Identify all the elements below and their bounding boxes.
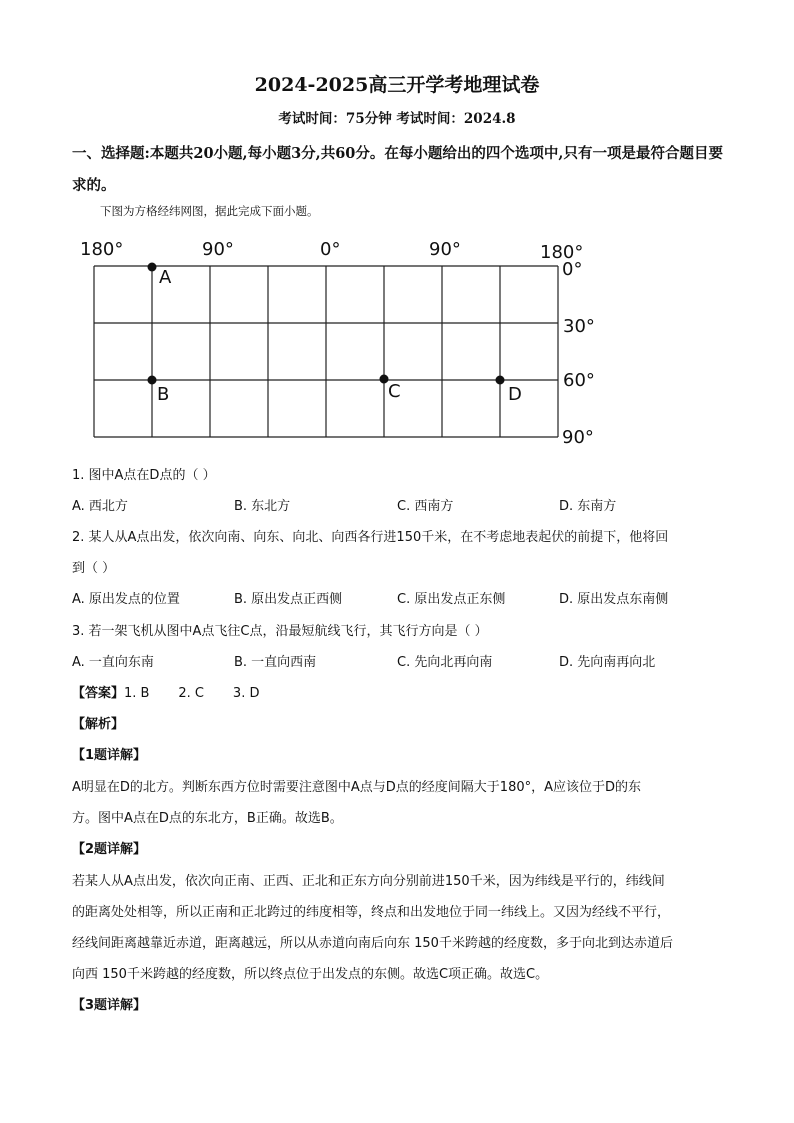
detail-1-heading: 【1题详解】 [72, 748, 147, 763]
latitude-label: 30° [563, 316, 595, 337]
answer-label: 【答案】 [72, 686, 125, 701]
question-1-option-c: C. 西南方 [397, 499, 454, 514]
question-2-option-c: C. 原出发点正东侧 [397, 592, 506, 607]
page-title: 2024-2025高三开学考地理试卷 [254, 74, 540, 96]
question-1-stem: 1. 图中A点在D点的（ ） [72, 468, 216, 483]
detail-1-line-2: 方。图中A点在D点的东北方，B正确。故选B。 [72, 811, 343, 826]
question-3-option-d: D. 先向南再向北 [559, 655, 656, 670]
question-2-option-a: A. 原出发点的位置 [72, 592, 180, 607]
point-a-label: A [159, 267, 172, 288]
grid-lines [94, 266, 558, 437]
longitude-label: 180° [540, 242, 584, 263]
point-a-marker [148, 263, 157, 272]
question-3-option-a: A. 一直向东南 [72, 655, 154, 670]
detail-2-line-4: 向西 150千米跨越的经度数，所以终点位于出发点的东侧。故选C项正确。故选C。 [72, 967, 549, 982]
latitude-label: 60° [563, 370, 595, 391]
longitude-label: 90° [429, 239, 461, 260]
question-2-stem-line-2: 到（ ） [72, 561, 116, 576]
analysis-label: 【解析】 [72, 717, 125, 732]
point-c-label: C [388, 381, 401, 402]
detail-1-line-1: A明显在D的北方。判断东西方位时需要注意图中A点与D点的经度间隔大于180°，A应该位于D的东 [72, 780, 642, 795]
point-d-marker [496, 376, 505, 385]
question-1-option-a: A. 西北方 [72, 499, 128, 514]
grid-svg [70, 234, 610, 450]
figure-intro: 下图为方格经纬网图，据此完成下面小题。 [100, 204, 319, 218]
point-b-label: B [157, 384, 170, 405]
detail-2-heading: 【2题详解】 [72, 842, 147, 857]
section-heading: 一、选择题:本题共20小题,每小题3分,共60分。在每小题给出的四个选项中,只有一项是最符合题目要求的。 [72, 145, 723, 194]
answer-values: 1. B 2. C 3. D [124, 686, 260, 701]
answer-line [72, 682, 259, 701]
question-1-option-d: D. 东南方 [559, 499, 617, 514]
question-3-option-c: C. 先向北再向南 [397, 655, 493, 670]
question-3-option-b: B. 一直向西南 [234, 655, 317, 670]
longitude-label: 180° [80, 239, 124, 260]
point-d-label: D [508, 384, 522, 405]
latitude-label: 90° [562, 427, 594, 448]
question-2-option-d: D. 原出发点东南侧 [559, 592, 669, 607]
lat-long-grid-figure [70, 234, 610, 450]
question-1-option-b: B. 东北方 [234, 499, 291, 514]
latitude-label: 0° [562, 259, 583, 280]
question-2-option-b: B. 原出发点正西侧 [234, 592, 343, 607]
question-3-stem: 3. 若一架飞机从图中A点飞往C点，沿最短航线飞行，其飞行方向是（ ） [72, 624, 488, 639]
point-b-marker [148, 376, 157, 385]
longitude-label: 90° [202, 239, 234, 260]
question-2-stem-line-1: 2. 某人从A点出发，依次向南、向东、向北、向西各行进150千米，在不考虑地表起伏的前提下，他将回 [72, 530, 669, 545]
longitude-label: 0° [320, 239, 341, 260]
exam-info: 考试时间：75分钟 考试时间：2024.8 [278, 111, 516, 127]
detail-2-line-2: 的距离处处相等，所以正南和正北跨过的纬度相等，终点和出发地位于同一纬线上。又因为经线不平行， [72, 905, 671, 920]
detail-2-line-3: 经线间距离越靠近赤道，距离越远，所以从赤道向南后向东 150千米跨越的经度数，多于向北到达赤道后 [72, 936, 673, 951]
detail-3-heading: 【3题详解】 [72, 998, 147, 1013]
detail-2-line-1: 若某人从A点出发，依次向正南、正西、正北和正东方向分别前进150千米，因为纬线是平行的，纬线间 [72, 874, 665, 889]
